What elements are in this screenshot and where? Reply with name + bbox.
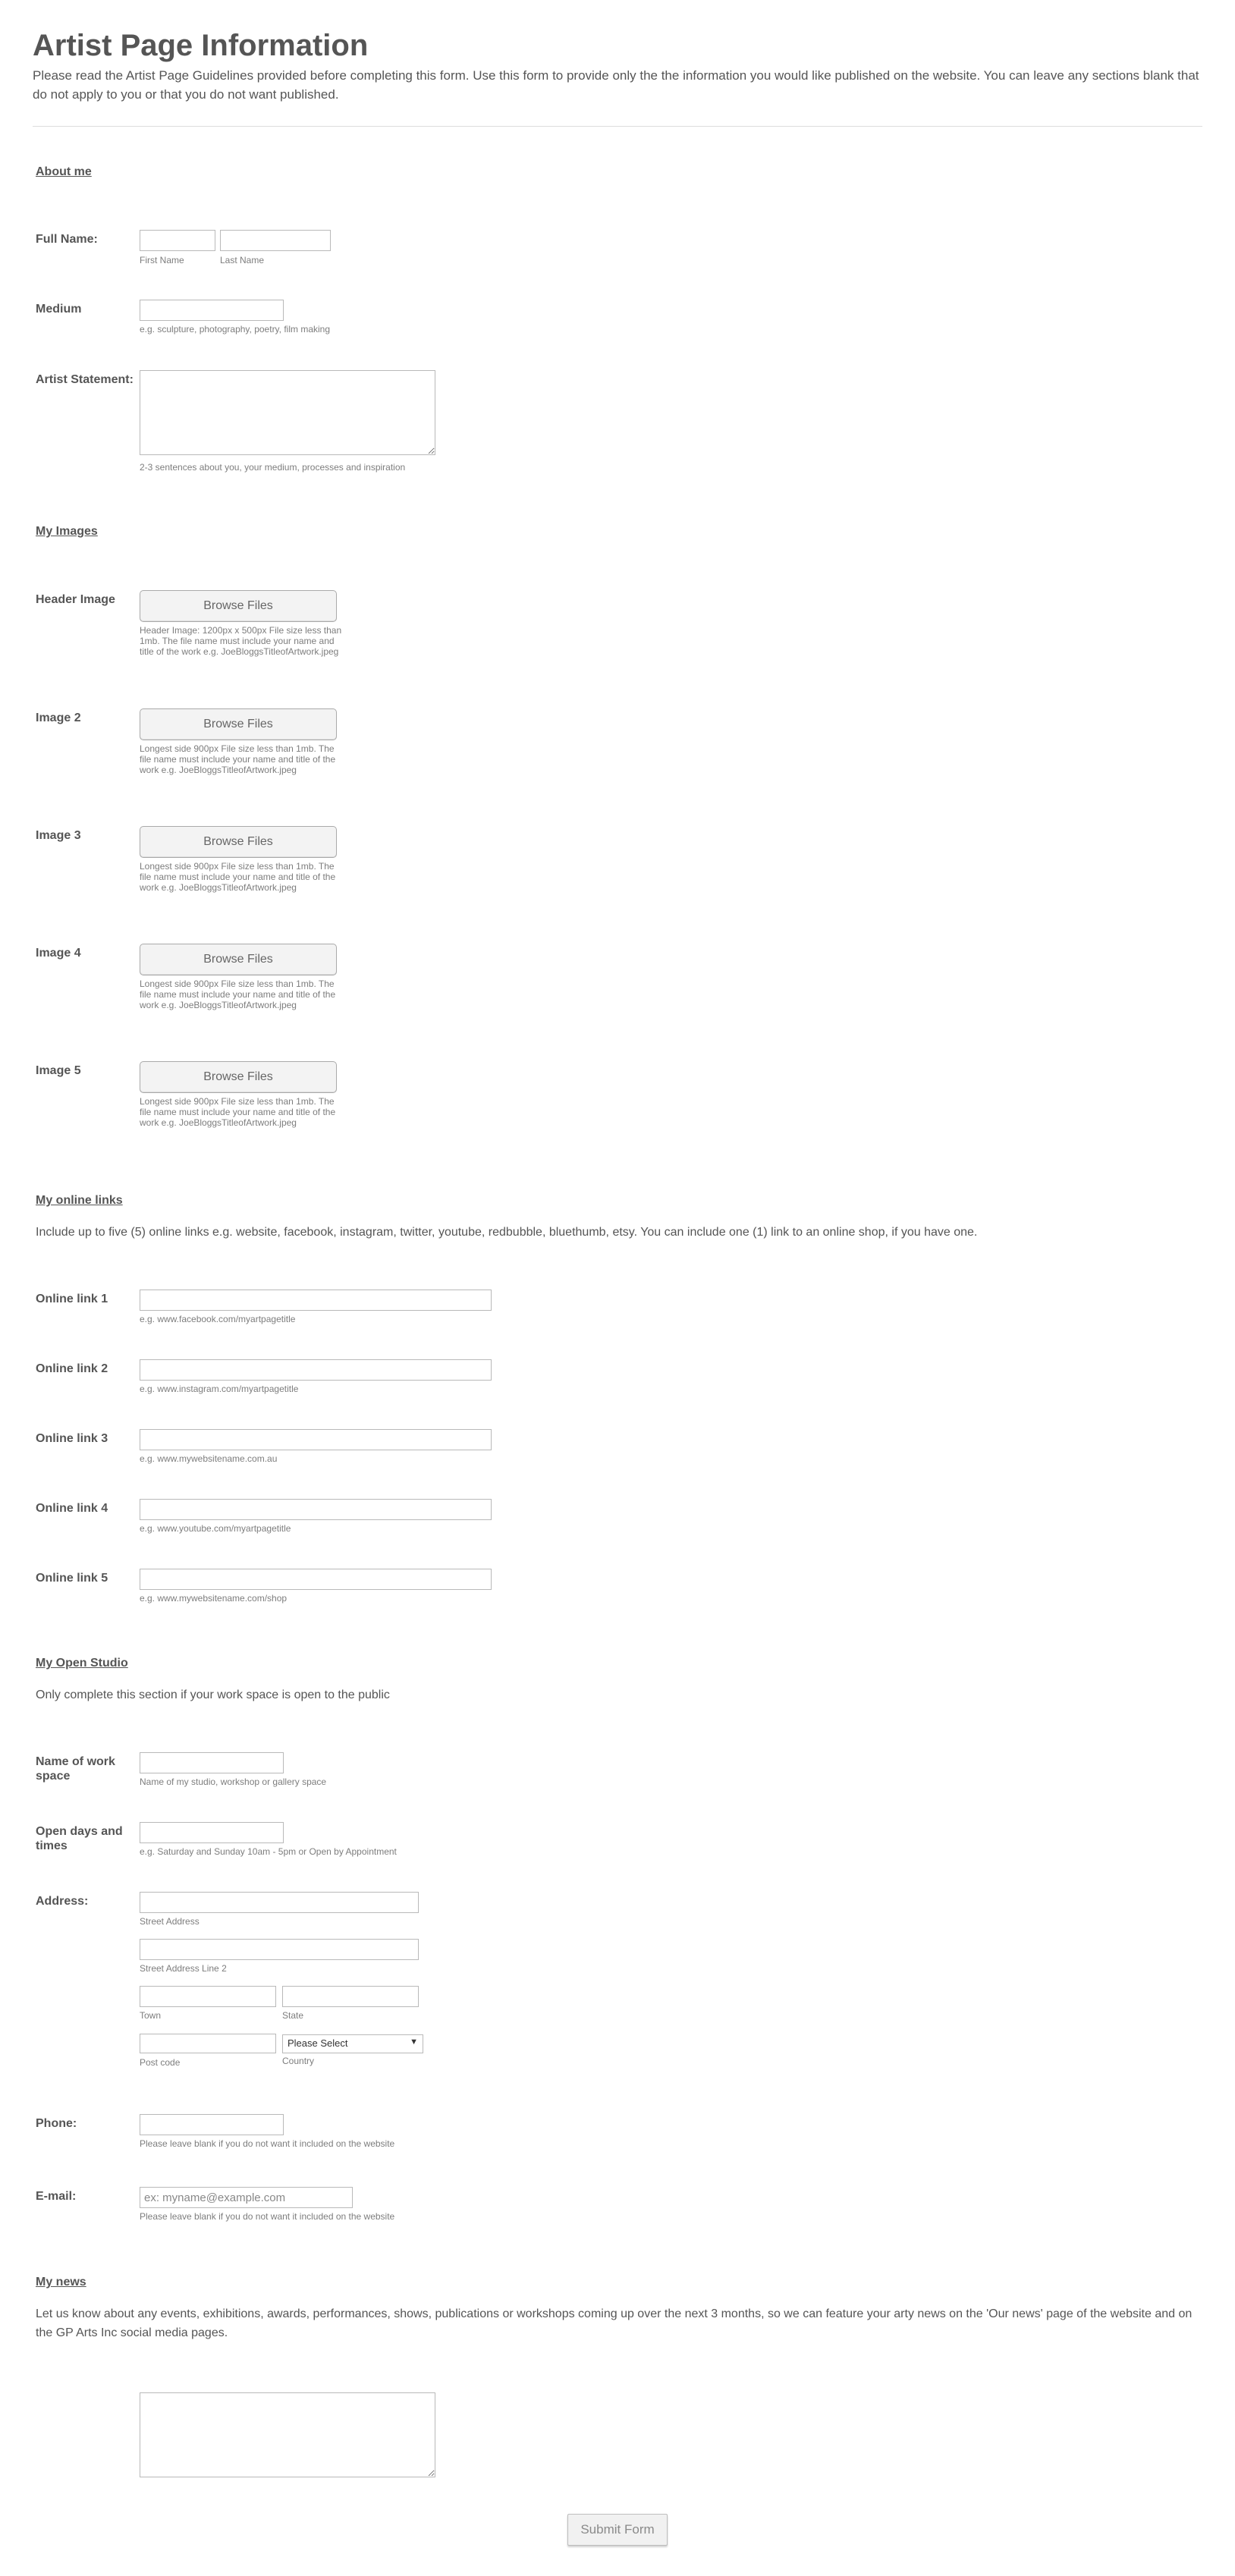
street-address-input[interactable] [140, 1892, 419, 1913]
town-sublabel: Town [140, 2010, 162, 2021]
full-name-label: Full Name: [36, 233, 98, 246]
header-image-hint: Header Image: 1200px x 500px File size less than 1mb. The file name must include your name and title of the work e.g. JoeBloggsTitleofArtwork.jpeg [140, 625, 342, 657]
town-input[interactable] [140, 1986, 276, 2007]
image-5-browse-button[interactable]: Browse Files [140, 1061, 337, 1093]
street-address-line2-sublabel: Street Address Line 2 [140, 1963, 227, 1974]
online-link-4-input[interactable] [140, 1499, 492, 1520]
online-link-2-hint: e.g. www.instagram.com/myartpagetitle [140, 1384, 299, 1394]
online-link-3-label: Online link 3 [36, 1432, 108, 1445]
online-link-1-label: Online link 1 [36, 1293, 108, 1305]
online-link-5-hint: e.g. www.mywebsitename.com/shop [140, 1593, 288, 1604]
medium-hint: e.g. sculpture, photography, poetry, film making [140, 324, 331, 335]
news-intro: Let us know about any events, exhibitions, awards, performances, shows, publications or workshops coming up over the next 3 months, so we can feature your arty news on the 'Our news' page of the website and on the GP Arts Inc social media pages. [36, 2307, 1193, 2339]
image-5-hint: Longest side 900px File size less than 1mb. The file name must include your name and title of the work e.g. JoeBloggsTitleofArtwork.jpeg [140, 1096, 336, 1128]
online-link-2-input[interactable] [140, 1359, 492, 1381]
news-textarea[interactable] [140, 2392, 435, 2477]
image-3-label: Image 3 [36, 829, 81, 842]
open-days-label: Open days and times [36, 1825, 123, 1852]
studio-intro: Only complete this section if your work space is open to the public [36, 1689, 390, 1701]
street-address-line2-input[interactable] [140, 1939, 419, 1960]
section-heading-studio: My Open Studio [36, 1657, 128, 1670]
medium-label: Medium [36, 303, 82, 316]
artist-statement-label: Artist Statement: [36, 373, 134, 386]
online-link-1-input[interactable] [140, 1290, 492, 1311]
first-name-sublabel: First Name [140, 255, 184, 265]
country-select[interactable] [282, 2034, 423, 2053]
section-heading-about: About me [36, 165, 92, 178]
street-address-sublabel: Street Address [140, 1916, 200, 1927]
image-3-browse-button[interactable]: Browse Files [140, 826, 337, 858]
medium-input[interactable] [140, 300, 284, 321]
header-image-browse-button[interactable]: Browse Files [140, 590, 337, 622]
chevron-down-icon: ▼ [410, 2037, 418, 2047]
postcode-sublabel: Post code [140, 2057, 181, 2068]
image-4-hint: Longest side 900px File size less than 1mb. The file name must include your name and title of the work e.g. JoeBloggsTitleofArtwork.jpeg [140, 979, 336, 1010]
section-heading-images: My Images [36, 525, 98, 538]
country-select-value: Please Select [288, 2037, 348, 2049]
header-image-label: Header Image [36, 593, 115, 606]
state-sublabel: State [282, 2010, 304, 2021]
online-link-3-hint: e.g. www.mywebsitename.com.au [140, 1453, 278, 1464]
open-days-hint: e.g. Saturday and Sunday 10am - 5pm or Open by Appointment [140, 1846, 397, 1857]
work-space-name-input[interactable] [140, 1752, 284, 1773]
country-sublabel: Country [282, 2056, 315, 2066]
image-4-browse-button[interactable]: Browse Files [140, 944, 337, 975]
phone-label: Phone: [36, 2117, 77, 2130]
artist-statement-textarea[interactable] [140, 370, 435, 455]
image-2-label: Image 2 [36, 712, 81, 724]
online-link-5-label: Online link 5 [36, 1572, 108, 1585]
submit-button[interactable]: Submit Form [567, 2514, 668, 2546]
image-5-label: Image 5 [36, 1064, 81, 1077]
postcode-input[interactable] [140, 2034, 276, 2053]
artist-statement-hint: 2-3 sentences about you, your medium, processes and inspiration [140, 462, 406, 473]
page-intro: Please read the Artist Page Guidelines provided before completing this form. Use this form to provide only the the information you would like published on the website. You can leave any sections blank that do not apply to you or that you do not want published. [33, 68, 1199, 102]
header-divider [33, 126, 1202, 127]
online-link-3-input[interactable] [140, 1429, 492, 1450]
work-space-name-label: Name of work space [36, 1755, 115, 1783]
last-name-input[interactable] [220, 230, 331, 251]
image-2-browse-button[interactable]: Browse Files [140, 708, 337, 740]
section-heading-news: My news [36, 2276, 86, 2289]
work-space-name-hint: Name of my studio, workshop or gallery space [140, 1776, 327, 1787]
page-title: Artist Page Information [33, 29, 369, 62]
online-link-4-label: Online link 4 [36, 1502, 108, 1515]
email-input[interactable] [140, 2187, 353, 2208]
online-link-1-hint: e.g. www.facebook.com/myartpagetitle [140, 1314, 296, 1324]
online-link-5-input[interactable] [140, 1569, 492, 1590]
state-input[interactable] [282, 1986, 419, 2007]
section-heading-links: My online links [36, 1194, 123, 1207]
address-label: Address: [36, 1895, 89, 1908]
email-label: E-mail: [36, 2190, 77, 2203]
links-intro: Include up to five (5) online links e.g. website, facebook, instagram, twitter, youtube, redbubble, bluethumb, etsy. You can include one (1) link to an online shop, if you have one. [36, 1226, 978, 1239]
phone-hint: Please leave blank if you do not want it included on the website [140, 2138, 395, 2149]
online-link-4-hint: e.g. www.youtube.com/myartpagetitle [140, 1523, 291, 1534]
image-4-label: Image 4 [36, 947, 81, 960]
open-days-input[interactable] [140, 1822, 284, 1843]
last-name-sublabel: Last Name [220, 255, 265, 265]
email-hint: Please leave blank if you do not want it included on the website [140, 2211, 395, 2222]
image-2-hint: Longest side 900px File size less than 1mb. The file name must include your name and title of the work e.g. JoeBloggsTitleofArtwork.jpeg [140, 743, 336, 775]
phone-input[interactable] [140, 2114, 284, 2135]
image-3-hint: Longest side 900px File size less than 1mb. The file name must include your name and title of the work e.g. JoeBloggsTitleofArtwork.jpeg [140, 861, 336, 893]
first-name-input[interactable] [140, 230, 215, 251]
online-link-2-label: Online link 2 [36, 1362, 108, 1375]
